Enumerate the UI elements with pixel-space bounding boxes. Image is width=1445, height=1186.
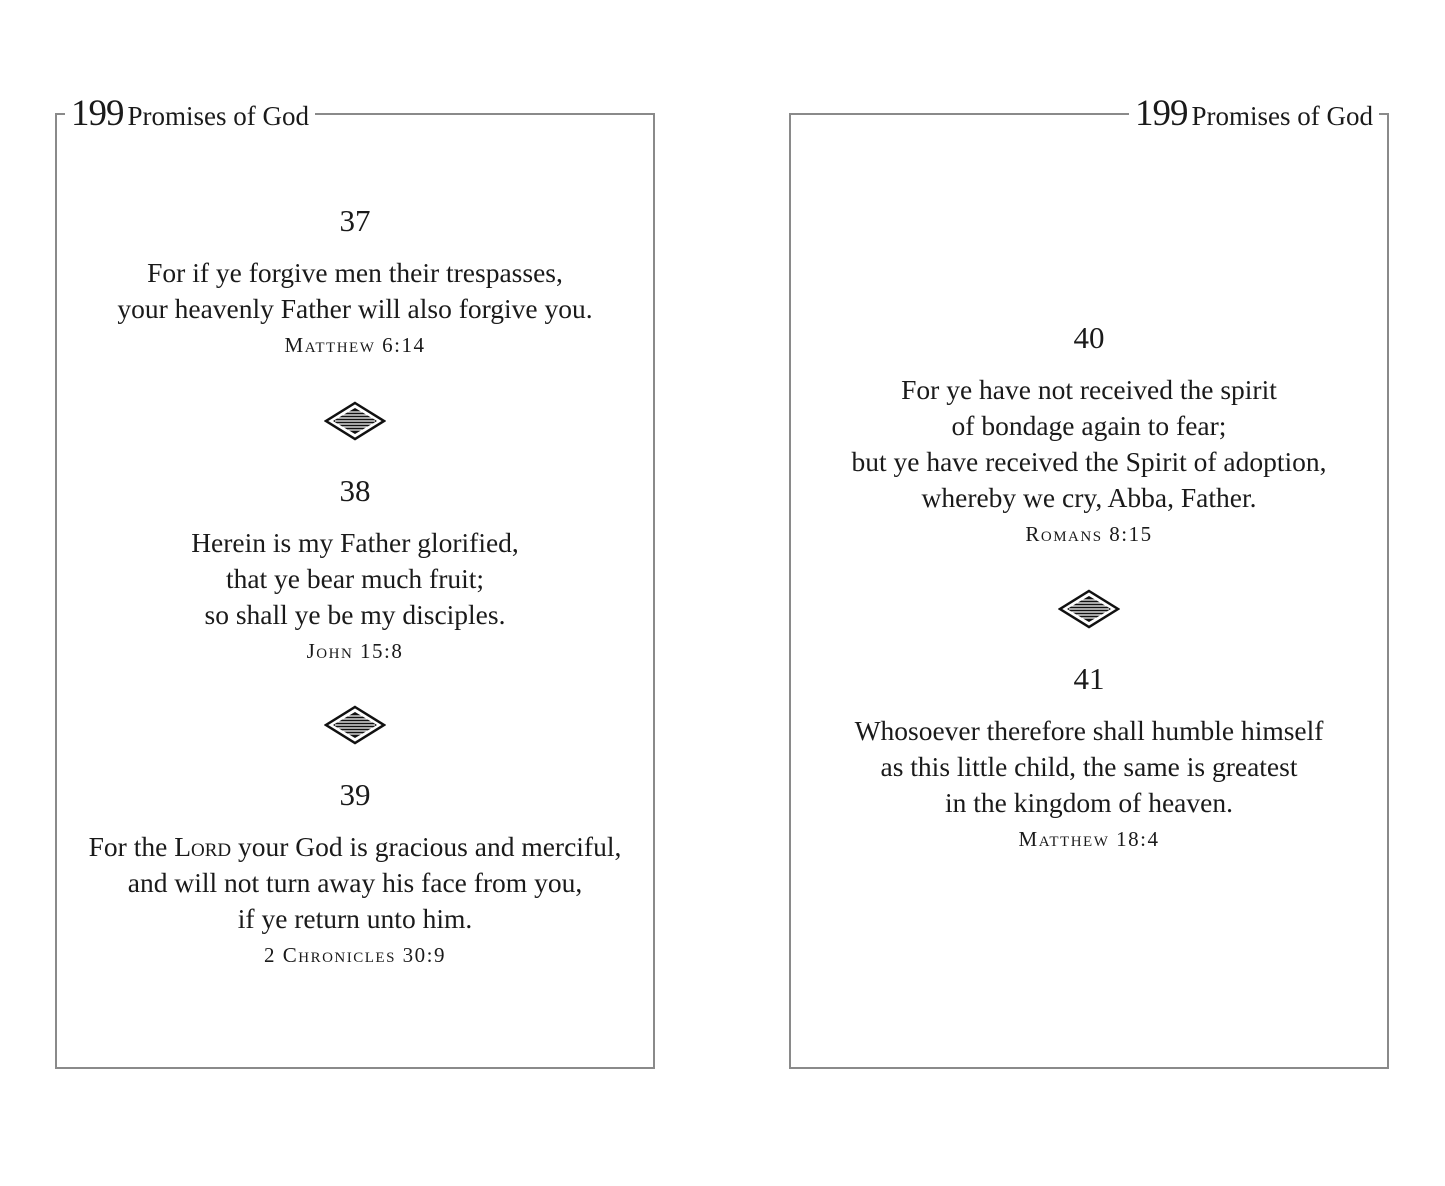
promise-entry-40 [791,320,1387,552]
verse-line: For if ye forgive men their trespasses, [147,257,563,288]
promise-number: 37 [339,203,371,238]
verse-line: of bondage again to fear; [951,410,1227,441]
promise-number: 38 [339,473,371,508]
verse-line: as this little child, the same is greatest [880,751,1298,782]
verse-line: so shall ye be my disciples. [204,599,506,630]
verse-line: and will not turn away his face from you, [127,867,583,898]
promise-entry-39 [57,777,653,973]
verse-line: Whosoever therefore shall humble himself [854,715,1324,746]
diamond-ornament-icon [1058,589,1120,629]
header-title: Promises of God [1191,101,1373,131]
right-page [789,93,1389,1069]
promise-number: 40 [1073,320,1105,355]
verse-reference: Romans 8:15 [1025,522,1153,546]
header-title: Promises of God [127,101,309,131]
promise-number: 41 [1073,661,1105,696]
diamond-ornament-icon [324,401,386,441]
promise-entry-41 [791,661,1387,857]
verse-line: that ye bear much fruit; [225,563,485,594]
verse-line: Herein is my Father glorified, [191,527,519,558]
verse-reference: John 15:8 [306,639,404,663]
verse-reference: Matthew 6:14 [284,333,426,357]
verse-reference: Matthew 18:4 [1018,827,1160,851]
promise-entry-38 [57,473,653,669]
left-page [55,93,655,1069]
header-number: 199 [71,93,124,134]
verse-line: if ye return unto him. [237,903,473,934]
diamond-ornament-icon [324,705,386,745]
verse-line: your heavenly Father will also forgive you. [117,293,593,324]
verse-reference: 2 Chronicles 30:9 [263,943,446,967]
page-header [65,95,315,140]
header-number: 199 [1135,93,1188,134]
verse-line: but ye have received the Spirit of adoption, [851,446,1327,477]
verse-line: whereby we cry, Abba, Father. [921,482,1257,513]
verse-line: in the kingdom of heaven. [945,787,1233,818]
promise-number: 39 [339,777,371,812]
promise-entry-37 [57,203,653,363]
verse-line: For ye have not received the spirit [901,374,1277,405]
verse-line: For the Lord your God is gracious and merciful, [88,831,622,862]
page-header [1129,95,1379,140]
